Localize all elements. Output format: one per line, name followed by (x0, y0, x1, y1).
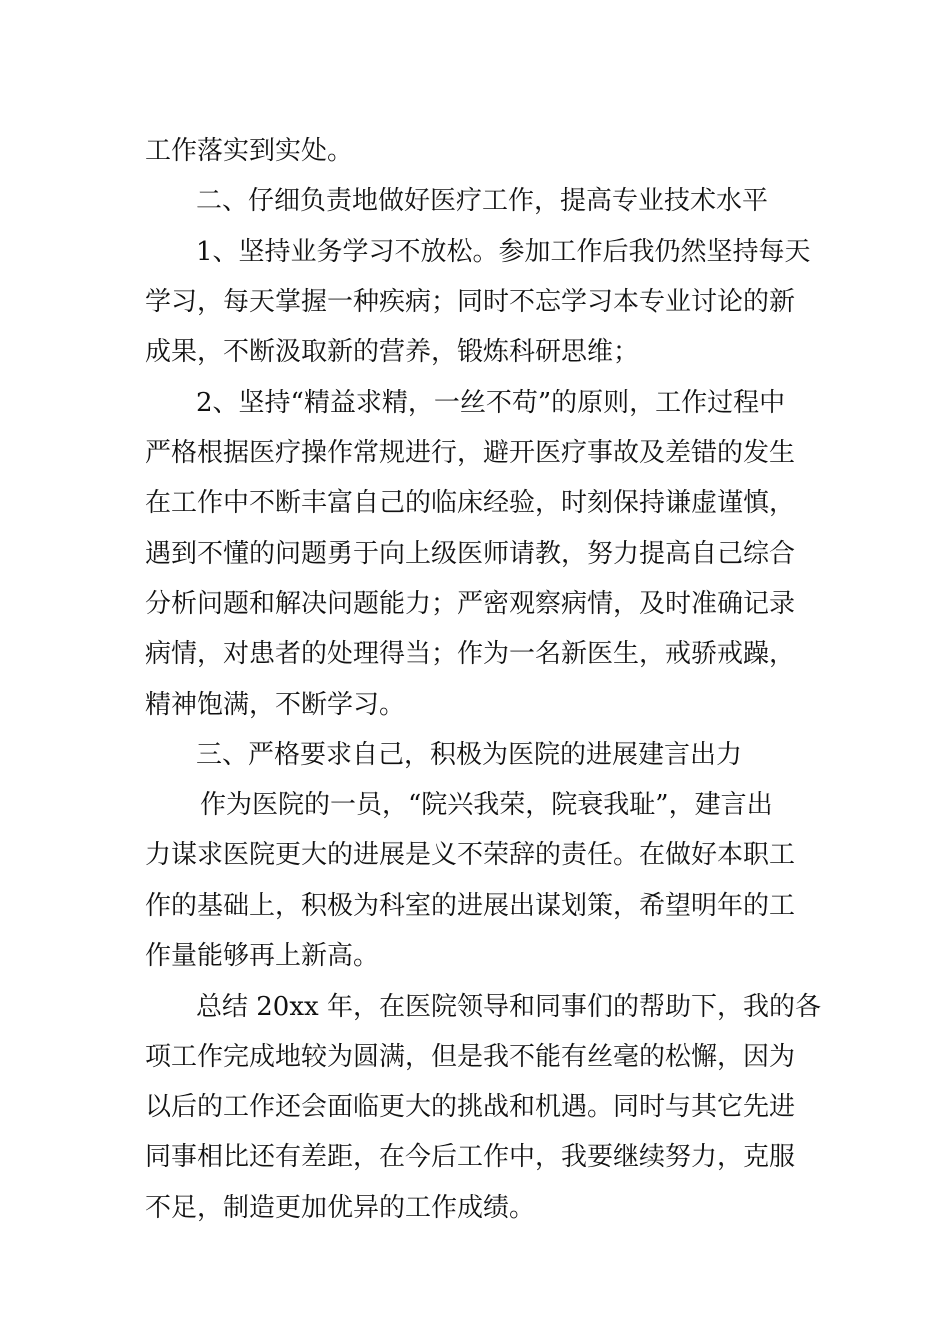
text-line: 作的基础上，积极为科室的进展出谋划策，希望明年的工 (145, 891, 796, 921)
text-line: 以后的工作还会面临更大的挑战和机遇。同时与其它先进 (145, 1092, 796, 1122)
text-line: 严格根据医疗操作常规进行，避开医疗事故及差错的发生 (145, 438, 796, 468)
text-line: 工作落实到实处。 (145, 136, 354, 166)
text-line: 遇到不懂的问题勇于向上级医师请教，努力提高自己综合 (145, 539, 796, 569)
text-line: 总结 20xx 年，在医院领导和同事们的帮助下，我的各 (196, 992, 821, 1022)
text-line: 作为医院的一员，“院兴我荣，院衰我耻”，建言出 (200, 790, 773, 820)
text-line: 成果，不断汲取新的营养，锻炼科研思维； (145, 337, 640, 367)
text-line: 2、坚持“精益求精，一丝不苟”的原则，工作过程中 (196, 388, 786, 418)
text-line: 1、坚持业务学习不放松。参加工作后我仍然坚持每天 (196, 237, 811, 267)
text-line: 作量能够再上新高。 (145, 941, 380, 971)
section-heading: 二、仔细负责地做好医疗工作，提高专业技术水平 (196, 186, 769, 216)
text-line: 力谋求医院更大的进展是义不荣辞的责任。在做好本职工 (145, 840, 796, 870)
text-line: 同事相比还有差距，在今后工作中，我要继续努力，克服 (145, 1142, 796, 1172)
text-line: 分析问题和解决问题能力；严密观察病情，及时准确记录 (145, 589, 796, 619)
text-line: 精神饱满，不断学习。 (145, 690, 406, 720)
text-line: 项工作完成地较为圆满，但是我不能有丝毫的松懈，因为 (145, 1042, 796, 1072)
text-line: 学习，每天掌握一种疾病；同时不忘学习本专业讨论的新 (145, 287, 796, 317)
text-line: 在工作中不断丰富自己的临床经验，时刻保持谦虚谨慎， (145, 488, 796, 518)
text-line: 病情，对患者的处理得当；作为一名新医生，戒骄戒躁， (145, 639, 796, 669)
text-line: 不足，制造更加优异的工作成绩。 (145, 1193, 536, 1223)
section-heading: 三、严格要求自己，积极为医院的进展建言出力 (196, 740, 743, 770)
